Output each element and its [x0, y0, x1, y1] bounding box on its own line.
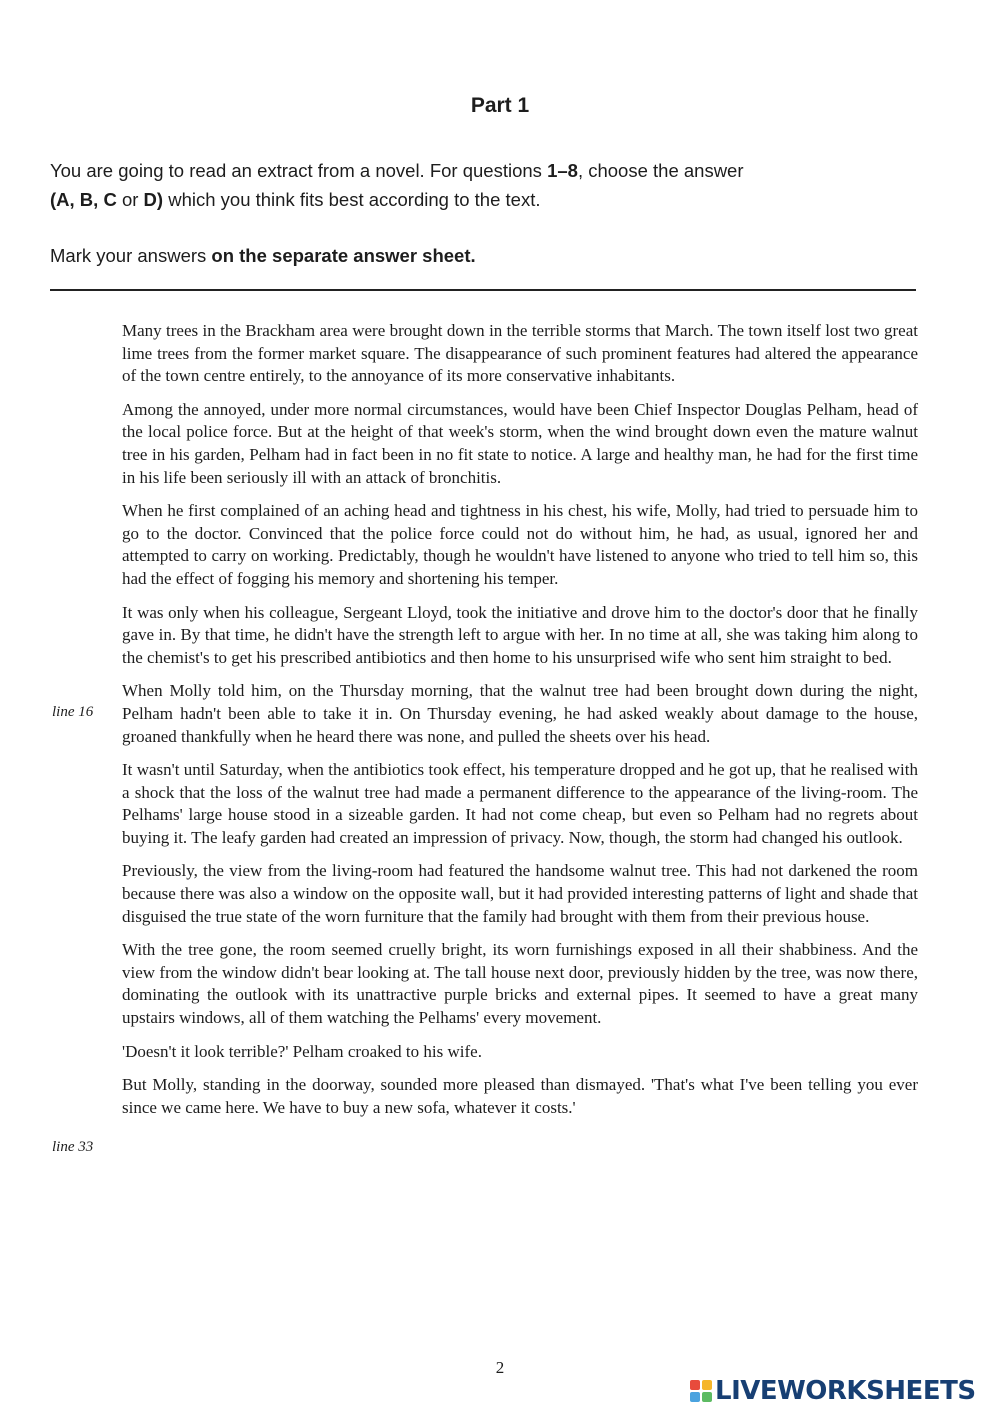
answer-options: (A, B, C	[50, 189, 117, 210]
line-label-33: line 33	[52, 1139, 94, 1155]
answer-sheet-instruction	[50, 243, 916, 269]
brand-watermark	[690, 1374, 976, 1408]
divider-rule	[50, 289, 916, 291]
line-label-16: line 16	[52, 704, 94, 720]
passage-paragraph: It was only when his colleague, Sergeant Lloyd, took the initiative and drove him to the doctor's door that he finally gave in. By that time, he didn't have the strength left to argue with her. In no time at all, she was taking him along to the chemist's to get his prescribed antibiotics and then home to his unsurprised wife who sent him straight to bed.	[122, 602, 918, 667]
reading-passage	[122, 320, 918, 1130]
page-number: 2	[495, 1358, 505, 1377]
instructions	[50, 156, 916, 214]
instructions-text: You are going to read an extract from a novel. For questions	[50, 160, 548, 181]
brand-name: LIVEWORKSHEETS	[715, 1376, 976, 1406]
mark-text: Mark your answers	[50, 245, 212, 266]
instructions-text: , choose the answer	[577, 160, 744, 181]
passage-paragraph: Among the annoyed, under more normal circumstances, would have been Chief Inspector Douglas Pelham, head of the local police force. But at the height of that week's storm, when the wind brought down even the mature walnut tree in his garden, Pelham had in fact been in no fit state to notice. A large and healthy man, he had for the first time in his life been seriously ill with an attack of bronchitis.	[122, 399, 918, 487]
answer-option-d: D)	[143, 189, 164, 210]
passage-paragraph: Many trees in the Brackham area were brought down in the terrible storms that March. The town itself lost two great lime trees from the former market square. The disappearance of such prominent features had altered the appearance of the town centre entirely, to the annoyance of its more conservative inhabitants.	[122, 321, 918, 386]
passage-paragraph: But Molly, standing in the doorway, sounded more pleased than dismayed. 'That's what I've been telling you ever since we came here. We have to buy a new sofa, whatever it costs.'	[122, 1075, 918, 1117]
passage-paragraph: Previously, the view from the living-room had featured the handsome walnut tree. This had not darkened the room because there was also a window on the opposite wall, but it had provided interesting patterns of light and shade that disguised the true state of the worn furniture that the family had brought with them from their previous house.	[122, 861, 918, 926]
mark-emphasis: on the separate answer sheet.	[211, 245, 476, 266]
passage-paragraph: When he first complained of an aching head and tightness in his chest, his wife, Molly, had tried to persuade him to go to the doctor. Convinced that the police force could not do without him, he had, as usual, ignored her and attempted to carry on working. Predictably, though he wouldn't have listened to anyone who tried to tell him so, this had the effect of fogging his memory and shortening his temper.	[122, 501, 918, 588]
passage-paragraph: 'Doesn't it look terrible?' Pelham croaked to his wife.	[122, 1041, 482, 1061]
instructions-text: which you think fits best according to the text.	[163, 189, 541, 210]
liveworksheets-logo-icon	[690, 1380, 712, 1402]
page-title: Part 1	[470, 94, 530, 117]
passage-paragraph: It wasn't until Saturday, when the antibiotics took effect, his temperature dropped and he got up, that he realised with a shock that the loss of the walnut tree had made a permanent difference to the appearance of the living-room. The Pelhams' large house stood in a sizeable garden. It had not come cheap, but even so Pelham had no regrets about buying it. The leafy garden had created an impression of privacy. Now, though, the storm had changed his outlook.	[122, 760, 918, 847]
question-range: 1–8	[547, 160, 578, 181]
passage-paragraph: With the tree gone, the room seemed cruelly bright, its worn furnishings exposed in all their shabbiness. And the view from the window didn't bear looking at. The tall house next door, previously hidden by the tree, was now there, dominating the outlook with its unattractive purple bricks and external pipes. It seemed to have a great many upstairs windows, all of them watching the Pelhams' every movement.	[122, 940, 918, 1028]
instructions-text: or	[116, 189, 144, 210]
passage-paragraph: When Molly told him, on the Thursday morning, that the walnut tree had been brought down during the night, Pelham hadn't been able to take it in. On Thursday evening, he had asked weakly about damage to the house, groaned thankfully when he heard there was none, and pulled the sheets over his head.	[122, 681, 918, 746]
